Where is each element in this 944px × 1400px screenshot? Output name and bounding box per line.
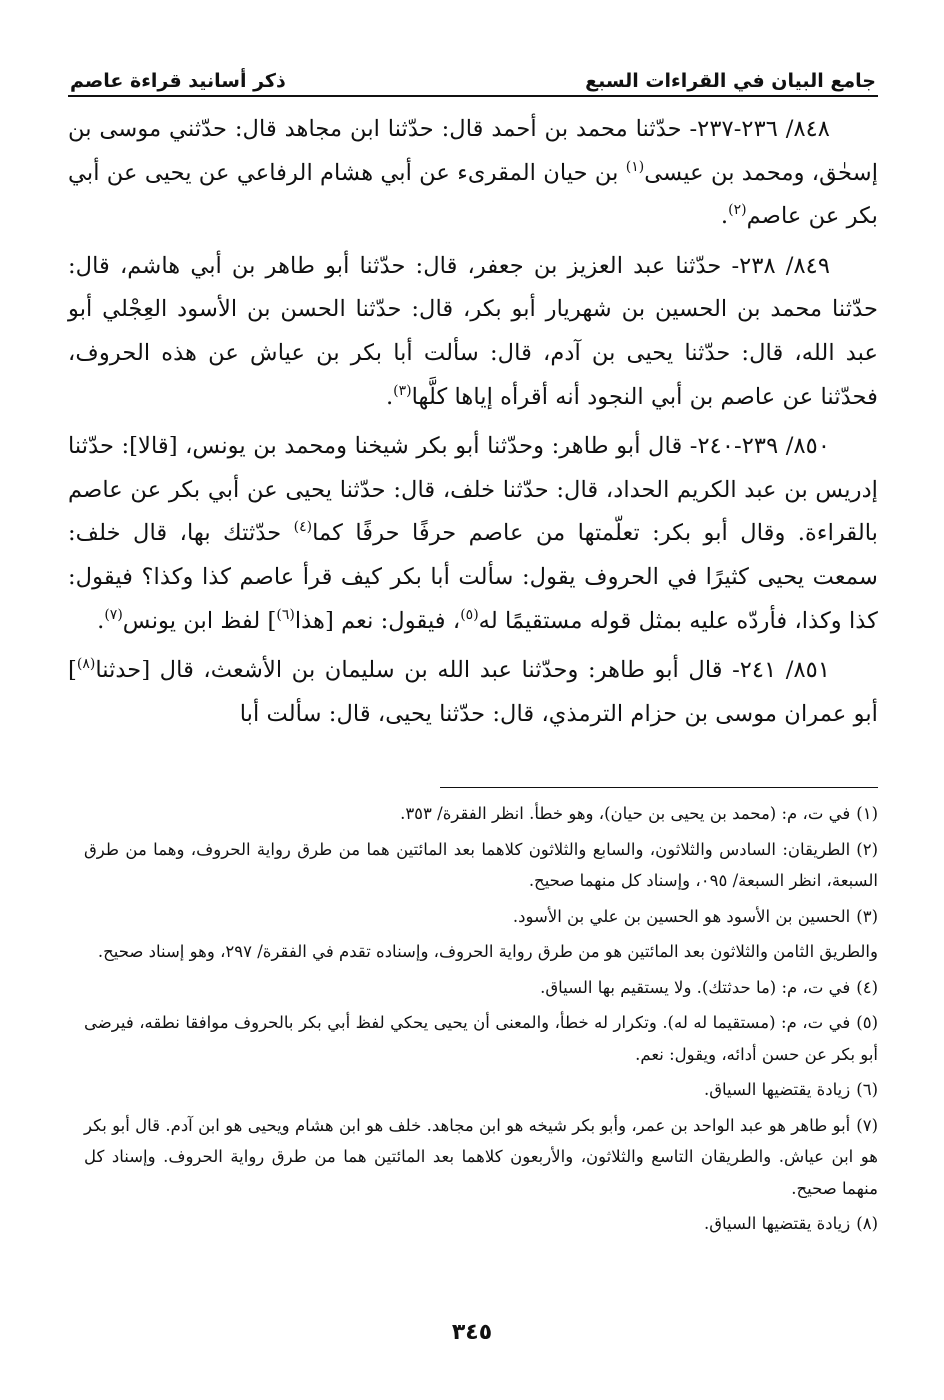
paragraph-848 bbox=[68, 108, 878, 239]
text-run: . bbox=[385, 383, 394, 410]
footnote-text: والطريق الثامن والثلاثون بعد المائتين هو من طرق رواية الحروف، وإسناده تقدم في الفقرة/ ٢٩٧، وهو إسناد صحيح. bbox=[97, 942, 878, 961]
footnote-number: (٨) bbox=[856, 1214, 878, 1233]
header-rule bbox=[68, 95, 878, 97]
footnote-number: (٥) bbox=[856, 1013, 878, 1032]
footnote-number: (٣) bbox=[856, 906, 878, 926]
footnote-text: الطريقان: السادس والثلاثون، والسابع والثلاثون كلاهما بعد المائتين هما من طرق رواية الحروف، وهما من طرق السبعة، انظر السبعة/ ٠٩٥، وإسناد كل منهما صحيح. bbox=[84, 839, 878, 890]
page-number: ٣٤٥ bbox=[451, 1320, 493, 1345]
footnote-5 bbox=[84, 1007, 878, 1070]
text-run: حدّثتك بها، قال خلف: سمعت يحيى كثيرًا في الحروف يقول: سألت أبا بكر كيف قرأ عاصم كذا وكذا؟ فيقول: كذا وكذا، فأردّه عليه بمثل قوله مستقيمًا له bbox=[68, 520, 878, 634]
footnote-text: في ت، م: (مستقيما له له). وتكرار له خطأ، والمعنى أن يحيى يحكي لفظ أبي بكر بالحروف موافقا نطقه، فيرضى أبو بكر عن حسن أدائه، ويقول: نعم. bbox=[84, 1013, 878, 1064]
text-run: ٨٤٨/ ٢٣٦-٢٣٧- حدّثنا محمد بن أحمد قال: حدّثنا ابن مجاهد قال: حدّثني موسى بن إسحٰق، ومحمد بن عيسى bbox=[68, 116, 879, 186]
footnote-number: (٧) bbox=[856, 1115, 878, 1135]
text-run: ٨٥١/ ٢٤١- قال أبو طاهر: وحدّثنا عبد الله بن سليمان بن الأشعث، قال [حدثنا bbox=[95, 657, 831, 684]
footnote-text: في ت، م: (ما حدثتك). ولا يستقيم بها السياق. bbox=[540, 977, 851, 997]
text-run: ٨٥٠/ ٢٣٩-٢٤٠- قال أبو طاهر: وحدّثنا أبو بكر شيخنا ومحمد بن يونس، [قالا]: حدّثنا إدريس بن عبد الكريم الحداد، قال: حدّثنا خلف، قال: حدّثنا يحيى عن أبي بكر عن عاصم بالقراءة. وقال أبو بكر: تعلّمتها من عاصم حرفًا حرفًا كما bbox=[68, 433, 879, 547]
footnote-3-continued bbox=[84, 936, 878, 968]
footnote-text: زيادة يقتضيها السياق. bbox=[703, 1080, 851, 1099]
paragraph-849 bbox=[68, 245, 878, 419]
running-header bbox=[70, 52, 876, 92]
footnote-ref: (٥) bbox=[460, 606, 479, 623]
footnote-number: (٤) bbox=[856, 977, 878, 997]
footnote-text: زيادة يقتضيها السياق. bbox=[703, 1214, 851, 1233]
footnote-ref: (٧) bbox=[104, 606, 123, 623]
paragraph-851 bbox=[68, 649, 878, 736]
text-run: ، فيقول: نعم [هذا bbox=[294, 607, 461, 634]
footnote-4 bbox=[84, 972, 878, 1004]
footnote-2 bbox=[84, 834, 878, 897]
paragraph-850 bbox=[68, 425, 878, 643]
footnote-ref: (١) bbox=[625, 158, 645, 175]
footnote-7 bbox=[84, 1110, 878, 1205]
footnote-ref: (٣) bbox=[393, 382, 412, 399]
header-book-title: جامع البيان في القراءات السبع bbox=[585, 70, 876, 92]
footnote-ref: (٢) bbox=[728, 202, 747, 219]
text-run: ٨٤٩/ ٢٣٨- حدّثنا عبد العزيز بن جعفر، قال: حدّثنا أبو طاهر بن أبي هاشم، قال: حدّثنا محمد بن الحسين بن شهريار أبو بكر، قال: حدّثنا الحسن بن الأسود العِجْلي أبو عبد الله، قال: حدّثنا يحيى بن آدم، قال: سألت أبا بكر بن عياش عن هذه الحروف، فحدّثنا عن عاصم بن أبي النجود أنه أقرأه إياها كلَّها bbox=[68, 252, 878, 410]
header-section-title: ذكر أسانيد قراءة عاصم bbox=[70, 70, 286, 92]
footnote-text: في ت، م: (محمد بن يحيى بن حيان)، وهو خطأ. انظر الفقرة/ ٣٥٣. bbox=[400, 804, 851, 823]
text-run: . bbox=[720, 203, 729, 230]
footnote-number: (٦) bbox=[856, 1080, 878, 1099]
footnote-text: أبو طاهر هو عبد الواحد بن عمر، وأبو بكر شيخه هو ابن مجاهد. خلف هو ابن هشام ويحيى هو ابن آدم. قال أبو بكر هو ابن عياش. والطريقان التاسع والثلاثون، والأربعون كلاهما بعد المائتين هما من طرق رواية الحروف. وإسناد كل منهما صحيح. bbox=[84, 1115, 878, 1198]
footnote-text: الحسين بن الأسود هو الحسين بن علي بن الأسود. bbox=[512, 906, 851, 926]
text-run: بن حيان المقرىء عن أبي هشام الرفاعي عن يحيى عن أبي بكر عن عاصم bbox=[68, 159, 878, 230]
footnotes bbox=[84, 798, 878, 1244]
footnote-ref: (٦) bbox=[276, 606, 295, 623]
text-run: ] أبو عمران موسى بن حزام الترمذي، قال: حدّثنا يحيى، قال: سألت أبا bbox=[68, 657, 878, 727]
footnote-separator bbox=[440, 787, 878, 788]
text-run: . bbox=[97, 607, 105, 634]
footnote-ref: (٤) bbox=[293, 519, 313, 536]
footnote-number: (١) bbox=[856, 804, 878, 823]
footnote-1 bbox=[84, 798, 878, 830]
footnote-ref: (٨) bbox=[76, 656, 96, 673]
footnote-3 bbox=[84, 901, 878, 933]
footnote-number: (٢) bbox=[856, 839, 878, 859]
main-text bbox=[68, 108, 878, 742]
footnote-6 bbox=[84, 1074, 878, 1106]
footnote-8 bbox=[84, 1208, 878, 1240]
text-run: ] لفظ ابن يونس bbox=[122, 607, 277, 634]
